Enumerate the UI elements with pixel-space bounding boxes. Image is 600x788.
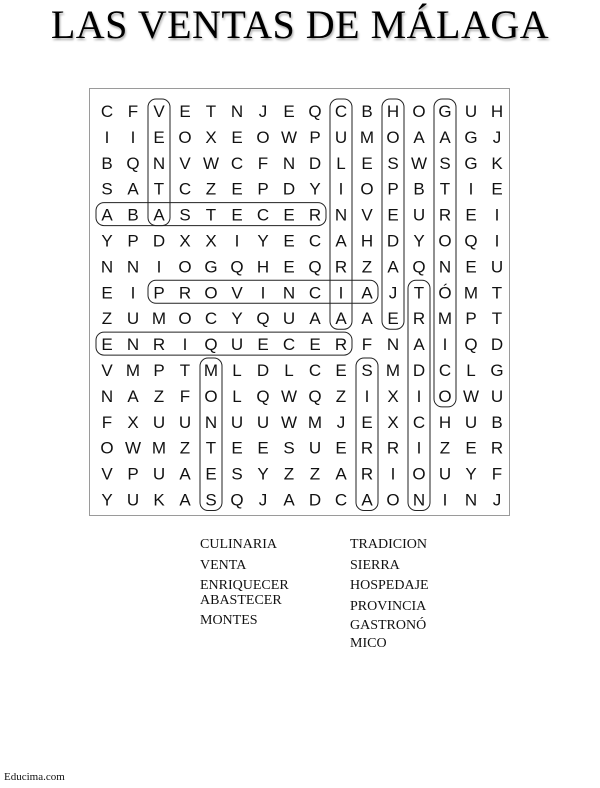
grid-letter: O (360, 179, 374, 199)
grid-letter: D (490, 335, 504, 355)
grid-letter: W (280, 412, 298, 432)
grid-letter: D (308, 153, 322, 173)
grid-letter: M (307, 412, 323, 432)
grid-letter: Y (231, 309, 243, 329)
grid-letter: Z (153, 386, 165, 406)
grid-letter: V (231, 283, 243, 303)
grid-letter: A (335, 464, 347, 484)
grid-letter: A (335, 309, 347, 329)
grid-letter: I (442, 490, 448, 510)
grid-letter: R (360, 438, 374, 458)
word-list-item: ENRIQUECER (200, 578, 289, 593)
grid-letter: E (465, 438, 477, 458)
word-list-item: CULINARIA (200, 537, 277, 552)
grid-letter: E (231, 127, 243, 147)
grid-letter: U (308, 438, 322, 458)
grid-letter: P (309, 127, 321, 147)
grid-letter: A (361, 283, 373, 303)
grid-letter: A (127, 386, 139, 406)
grid-letter: X (127, 412, 139, 432)
grid-letter: U (490, 257, 504, 277)
grid-letter: G (438, 102, 452, 121)
grid-letter: V (179, 153, 191, 173)
grid-letter: J (258, 490, 268, 510)
grid-letter: O (386, 490, 400, 510)
grid-letter: B (101, 153, 113, 173)
grid-letter: D (412, 361, 426, 380)
grid-letter: O (256, 127, 270, 147)
grid-letter: E (361, 412, 373, 432)
grid-letter: W (280, 127, 298, 147)
grid-letter: Q (464, 231, 478, 251)
grid-letter: R (412, 309, 426, 329)
grid-letter: Z (283, 464, 295, 484)
grid-letter: N (204, 412, 218, 432)
grid-letter: I (416, 438, 422, 458)
grid-letter: F (361, 335, 373, 355)
word-list-item: ABASTECER (200, 592, 282, 608)
grid-letter: T (205, 102, 217, 121)
grid-letter: N (126, 257, 140, 277)
grid-letter: Q (308, 102, 322, 121)
grid-letter: G (464, 127, 478, 147)
grid-letter: A (361, 309, 373, 329)
grid-letter: Q (230, 490, 244, 510)
grid-letter: U (438, 464, 452, 484)
grid-letter: U (490, 386, 504, 406)
highlight-montes (200, 358, 222, 511)
grid-letter: W (124, 438, 142, 458)
grid-letter: C (334, 102, 348, 121)
grid-letter: A (335, 231, 347, 251)
grid-letter: U (126, 490, 140, 510)
grid-letter: C (100, 102, 114, 121)
grid-letter: R (334, 257, 348, 277)
grid-letter: N (412, 490, 426, 510)
grid-letter: C (308, 231, 322, 251)
grid-letter: K (153, 490, 165, 510)
grid-letter: A (179, 464, 191, 484)
grid-letter: W (462, 386, 480, 406)
grid-letter: Q (308, 386, 322, 406)
grid-letter: E (283, 231, 295, 251)
grid-letter: D (282, 179, 296, 199)
grid-letter: L (232, 386, 242, 406)
page-title: LAS VENTAS DE MÁLAGA (50, 2, 550, 47)
grid-letter: L (284, 361, 294, 380)
grid-letter: C (282, 335, 296, 355)
grid-letter: A (153, 205, 165, 225)
grid-letter: I (234, 231, 240, 251)
grid-letter: N (100, 386, 114, 406)
grid-letter: L (232, 361, 242, 380)
grid-letter: Q (126, 153, 140, 173)
grid-letter: Y (101, 231, 113, 251)
grid-letter: U (412, 205, 426, 225)
grid-letter: N (230, 102, 244, 121)
grid-letter: M (359, 127, 375, 147)
grid-letter: I (416, 386, 422, 406)
word-list-item: HOSPEDAJE (350, 578, 429, 593)
grid-letter: J (388, 283, 398, 303)
word-list-column-2 (350, 535, 440, 653)
grid-letter: E (153, 127, 165, 147)
grid-letter: Z (101, 309, 113, 329)
grid-letter: V (101, 361, 113, 380)
grid-letter: C (438, 361, 452, 380)
grid-letter: Y (309, 179, 321, 199)
grid-letter: O (178, 309, 192, 329)
grid-letter: K (491, 153, 503, 173)
grid-letter: R (308, 205, 322, 225)
grid-letter: O (412, 102, 426, 121)
grid-letter: J (336, 412, 346, 432)
grid-letter: O (178, 127, 192, 147)
grid-letter: E (283, 102, 295, 121)
word-list-item: VENTA (200, 557, 247, 573)
grid-letter: M (203, 361, 219, 380)
grid-letter: V (101, 464, 113, 484)
grid-letter: P (127, 464, 139, 484)
grid-letter: Q (204, 335, 218, 355)
grid-letter: G (464, 153, 478, 173)
grid-letter: P (387, 179, 399, 199)
grid-letter: I (364, 386, 370, 406)
grid-letter: E (387, 309, 399, 329)
grid-letter: T (153, 179, 165, 199)
grid-letter: R (386, 438, 400, 458)
grid-letter: X (387, 386, 399, 406)
grid-letter: U (152, 464, 166, 484)
grid-letter: C (230, 153, 244, 173)
grid-letter: Z (309, 464, 321, 484)
grid-letter: I (260, 283, 266, 303)
word-list-item: GASTRONÓMICO (350, 618, 427, 651)
grid-letter: Y (101, 490, 113, 510)
grid-letter: X (179, 231, 191, 251)
grid-letter: E (465, 205, 477, 225)
grid-letter: F (179, 386, 191, 406)
grid-letter: J (492, 127, 502, 147)
grid-letter: E (309, 335, 321, 355)
grid-letter: I (130, 127, 136, 147)
grid-letter: C (204, 309, 218, 329)
grid-letter: B (127, 205, 139, 225)
grid-letter: C (308, 283, 322, 303)
grid-letter: D (152, 231, 166, 251)
grid-letter: W (410, 153, 428, 173)
grid-letter: T (179, 361, 191, 380)
grid-letter: S (439, 153, 451, 173)
grid-letter: Q (308, 257, 322, 277)
grid-letter: T (491, 309, 503, 329)
grid-letter: U (126, 309, 140, 329)
grid-letter: A (309, 309, 321, 329)
grid-letter: S (283, 438, 295, 458)
grid-letter: S (231, 464, 243, 484)
grid-letter: N (282, 283, 296, 303)
word-list-item: MONTES (200, 613, 258, 628)
grid-letter: M (437, 309, 453, 329)
grid-letter: N (464, 490, 478, 510)
grid-letter: U (178, 412, 192, 432)
grid-letter: Z (361, 257, 373, 277)
grid-letter: E (231, 438, 243, 458)
grid-letter: N (152, 153, 166, 173)
grid-letter: F (257, 153, 269, 173)
grid-letter: R (334, 335, 348, 355)
grid-letter: I (468, 179, 474, 199)
word-search-grid (89, 88, 510, 516)
grid-letter: V (153, 102, 165, 121)
grid-letter: C (256, 205, 270, 225)
grid-letter: E (257, 438, 269, 458)
grid-letter: F (101, 412, 113, 432)
grid-letter: A (179, 490, 191, 510)
grid-letter: H (438, 412, 452, 432)
grid-letter: E (101, 335, 113, 355)
grid-letter: T (205, 438, 217, 458)
grid-letter: U (230, 412, 244, 432)
grid-letter: H (256, 257, 270, 277)
grid-letter: C (412, 412, 426, 432)
grid-letter: G (490, 361, 504, 380)
grid-letter: R (360, 464, 374, 484)
grid-letter: E (205, 464, 217, 484)
grid-letter: Y (465, 464, 477, 484)
grid-letter: O (438, 231, 452, 251)
footer-credit: Educima.com (4, 771, 65, 783)
grid-letter: N (126, 335, 140, 355)
grid-letter: L (336, 153, 346, 173)
grid-letter: Q (464, 335, 478, 355)
grid-letter: A (413, 335, 425, 355)
grid-letter: J (258, 102, 268, 121)
grid-letter: F (491, 464, 503, 484)
grid-letter: D (256, 361, 270, 380)
grid-letter: Z (205, 179, 217, 199)
grid-letter: E (335, 361, 347, 380)
grid-letter: B (413, 179, 425, 199)
grid-letter: M (385, 361, 401, 380)
grid-letter: A (101, 205, 113, 225)
grid-letter: A (387, 257, 399, 277)
grid-letter: U (230, 335, 244, 355)
grid-letter: Z (179, 438, 191, 458)
grid-letter: C (308, 361, 322, 380)
grid-letter: A (413, 127, 425, 147)
grid-letter: N (334, 205, 348, 225)
grid-letter: H (386, 102, 400, 121)
grid-letter: I (338, 179, 344, 199)
grid-letter: I (338, 283, 344, 303)
grid-letter: E (283, 257, 295, 277)
grid-letter: A (127, 179, 139, 199)
grid-letter: B (491, 412, 503, 432)
grid-letter: E (465, 257, 477, 277)
grid-letter: O (178, 257, 192, 277)
grid-letter: T (439, 179, 451, 199)
grid-letter: V (361, 205, 373, 225)
grid-letter: Q (412, 257, 426, 277)
grid-letter: E (283, 205, 295, 225)
grid-letter: T (413, 283, 425, 303)
grid-letter: N (282, 153, 296, 173)
grid-letter: I (494, 231, 500, 251)
grid-letter: E (491, 179, 503, 199)
grid-letter: F (127, 102, 139, 121)
grid-letter: I (390, 464, 396, 484)
grid-letter: P (153, 283, 165, 303)
grid-letter: P (257, 179, 269, 199)
grid-letter: P (465, 309, 477, 329)
grid-letter: M (463, 283, 479, 303)
grid-letter: M (151, 438, 167, 458)
grid-letter: R (178, 283, 192, 303)
grid-letter: W (202, 153, 220, 173)
grid-letter: N (386, 335, 400, 355)
grid-canvas (90, 89, 511, 517)
grid-letter: X (387, 412, 399, 432)
grid-letter: E (231, 179, 243, 199)
grid-letter: C (178, 179, 192, 199)
grid-letter: D (386, 231, 400, 251)
grid-letter: E (361, 153, 373, 173)
grid-letter: Q (230, 257, 244, 277)
grid-letter: A (361, 490, 373, 510)
grid-letter: E (231, 205, 243, 225)
grid-letter: R (438, 205, 452, 225)
grid-letter: I (442, 335, 448, 355)
grid-letter: P (153, 361, 165, 380)
grid-letter: E (257, 335, 269, 355)
grid-letter: H (360, 231, 374, 251)
grid-letter: I (130, 283, 136, 303)
grid-letter: Y (257, 464, 269, 484)
grid-letter: X (205, 127, 217, 147)
grid-letter: Y (413, 231, 425, 251)
grid-letter: O (412, 464, 426, 484)
grid-letter: U (152, 412, 166, 432)
word-list-item: SIERRA (350, 557, 400, 573)
grid-letter: R (152, 335, 166, 355)
grid-letter: X (205, 231, 217, 251)
grid-letter: A (439, 127, 451, 147)
grid-letter: Ó (438, 283, 452, 303)
grid-letter: U (282, 309, 296, 329)
grid-letter: A (283, 490, 295, 510)
grid-letter: H (490, 102, 504, 121)
word-list-item: TRADICION (350, 537, 427, 552)
word-list-item: PROVINCIA (350, 598, 427, 614)
grid-letter: Q (256, 386, 270, 406)
grid-letter: R (490, 438, 504, 458)
grid-letter: Z (335, 386, 347, 406)
grid-letter: S (179, 205, 191, 225)
grid-letter: O (386, 127, 400, 147)
grid-letter: N (438, 257, 452, 277)
grid-letter: T (491, 283, 503, 303)
grid-letter: O (100, 438, 114, 458)
grid-letter: O (204, 386, 218, 406)
grid-letter: C (334, 490, 348, 510)
grid-letter: W (280, 386, 298, 406)
grid-letter: G (204, 257, 218, 277)
highlight-sierra (356, 358, 378, 511)
grid-letter: U (334, 127, 348, 147)
grid-letter: D (308, 490, 322, 510)
grid-letter: I (104, 127, 110, 147)
grid-letter: Q (256, 309, 270, 329)
grid-letter: U (464, 102, 478, 121)
grid-letter: J (492, 490, 502, 510)
grid-letter: B (361, 102, 373, 121)
grid-letter: Y (257, 231, 269, 251)
grid-letter: L (466, 361, 476, 380)
grid-letter: N (100, 257, 114, 277)
grid-letter: I (156, 257, 162, 277)
grid-letter: Z (439, 438, 451, 458)
grid-letter: E (335, 438, 347, 458)
grid-letter: I (494, 205, 500, 225)
grid-letter: U (464, 412, 478, 432)
grid-letter: E (101, 283, 113, 303)
grid-letter: S (361, 361, 373, 380)
word-list-column-1 (200, 535, 298, 632)
grid-letter: O (438, 386, 452, 406)
grid-letter: T (205, 205, 217, 225)
grid-letter: P (127, 231, 139, 251)
grid-letter: S (387, 153, 399, 173)
grid-letter: U (256, 412, 270, 432)
grid-letter: S (205, 490, 217, 510)
grid-letter: S (101, 179, 113, 199)
grid-letter: E (179, 102, 191, 121)
grid-letter: O (204, 283, 218, 303)
grid-letter: M (151, 309, 167, 329)
grid-letter: I (182, 335, 188, 355)
grid-letter: E (387, 205, 399, 225)
grid-letter: M (125, 361, 141, 380)
